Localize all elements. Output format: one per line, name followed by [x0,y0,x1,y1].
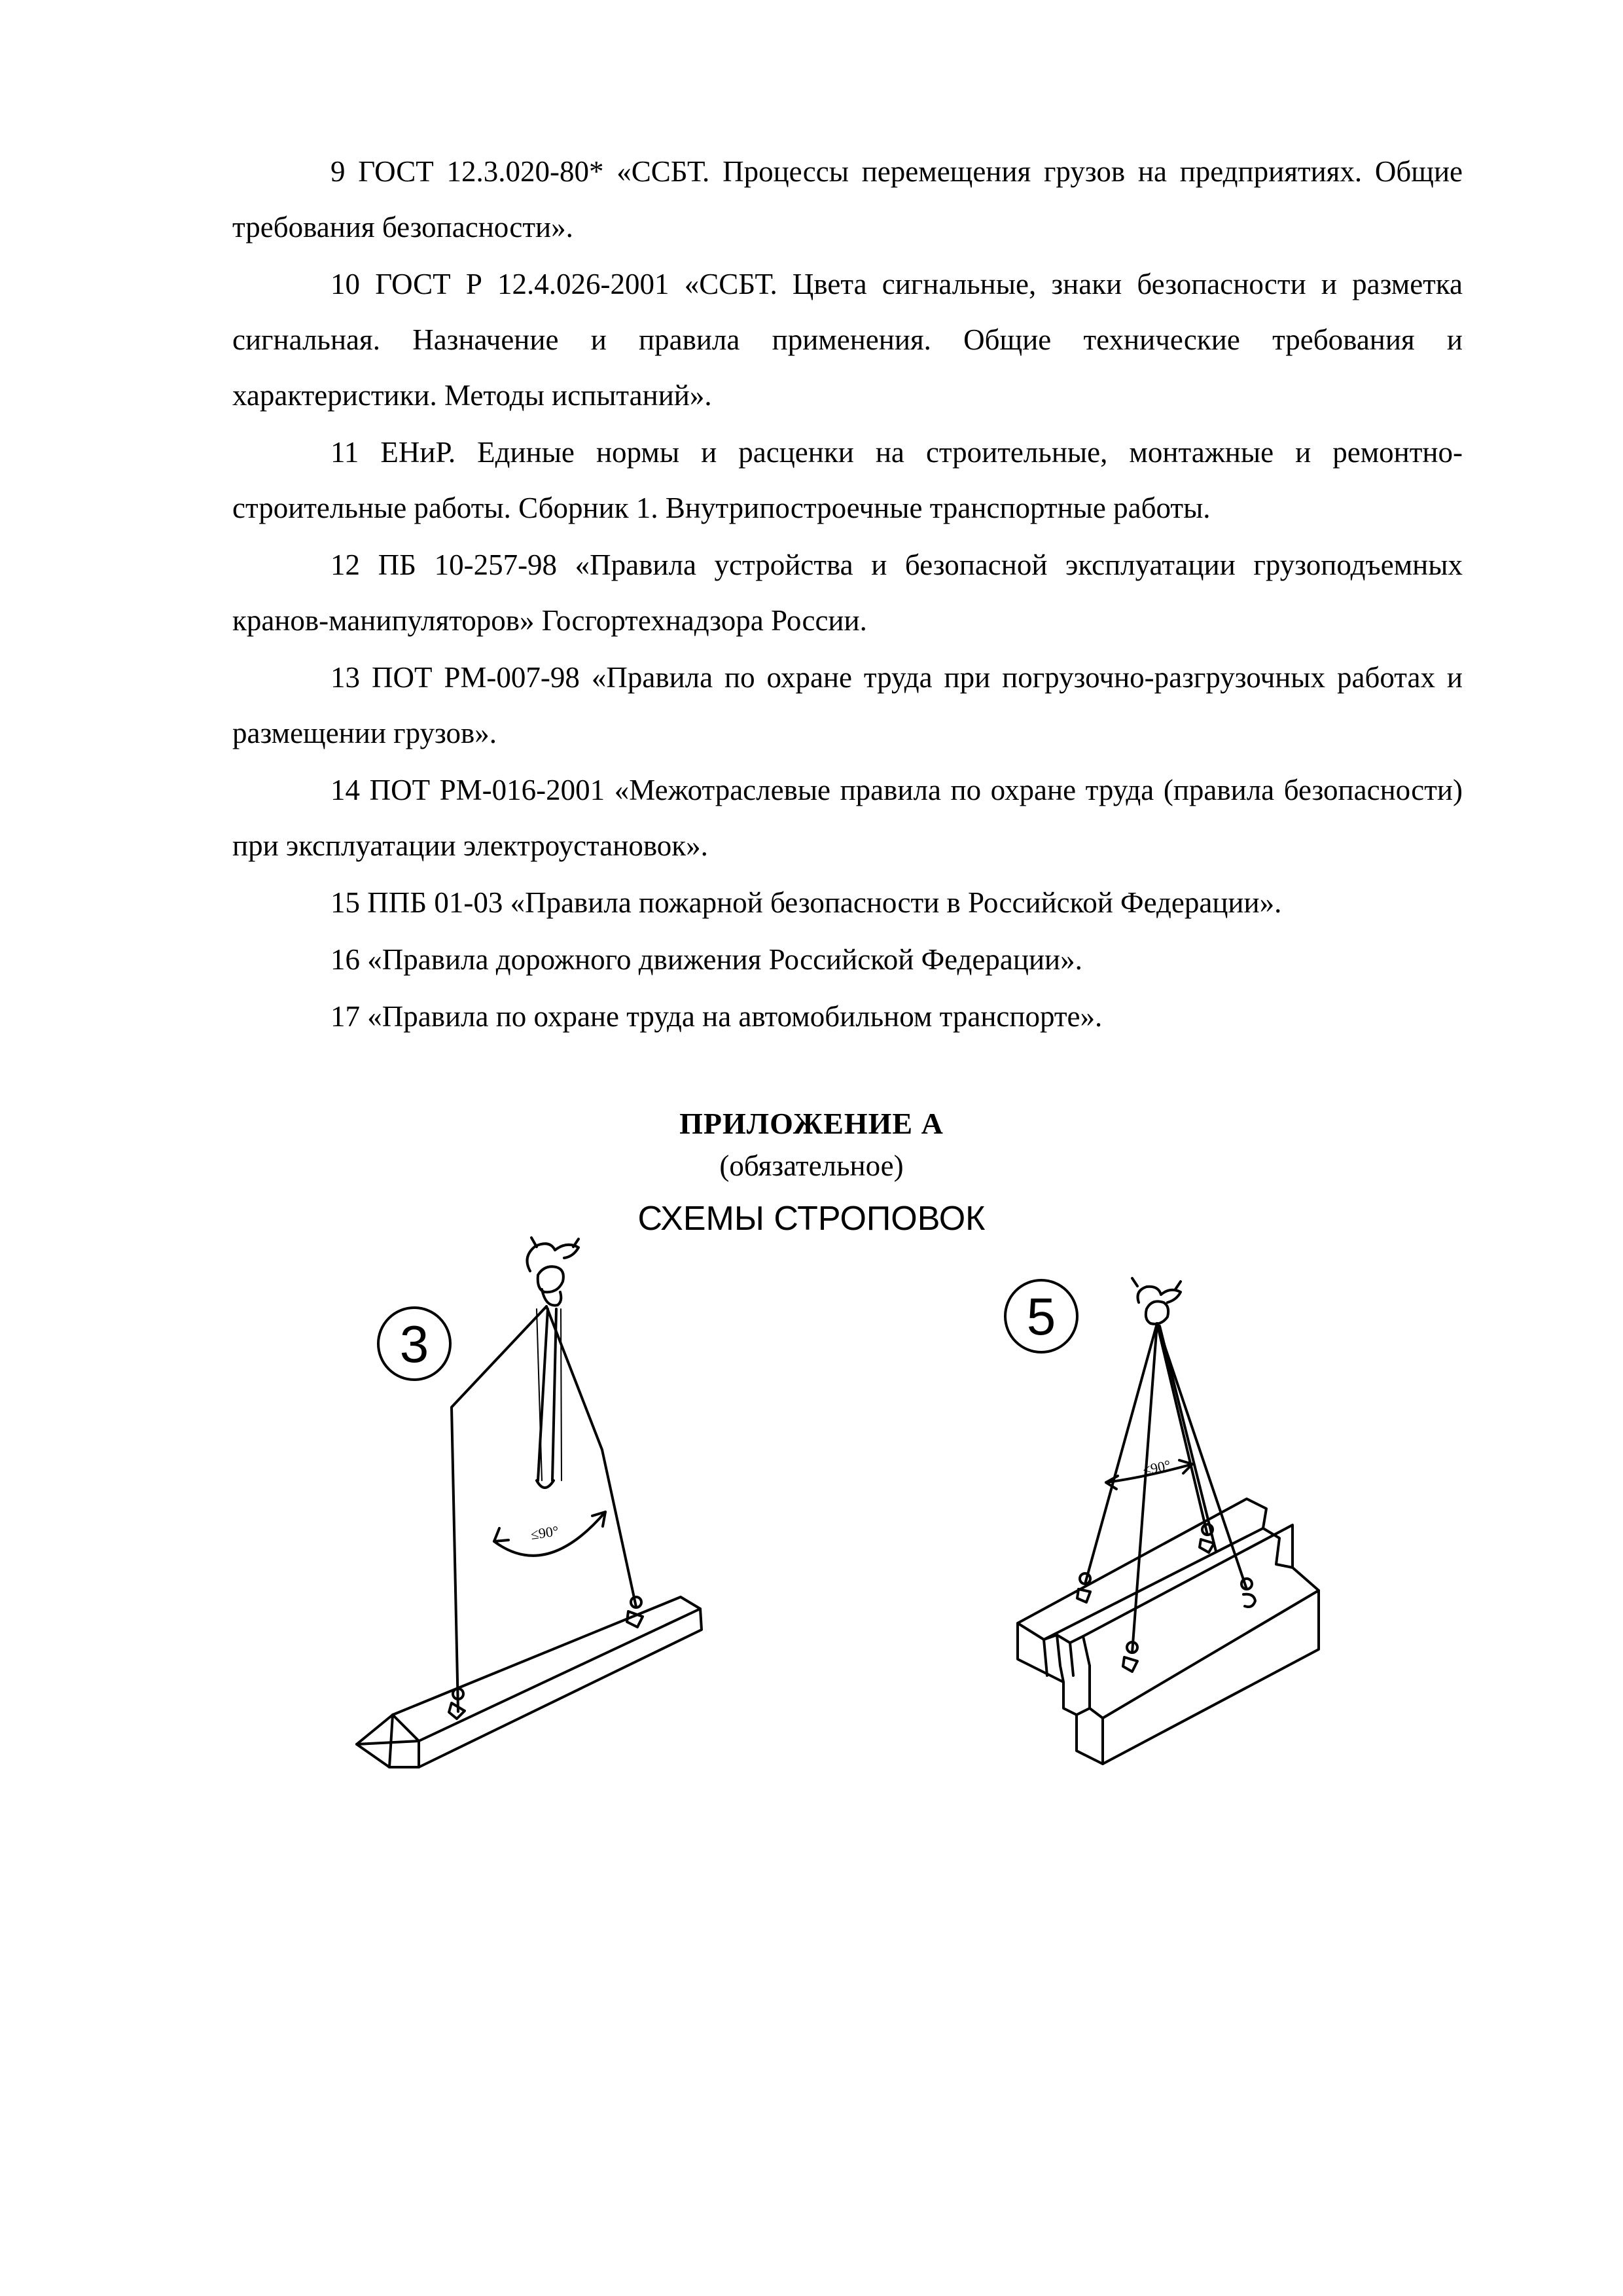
scheme-5-number: 5 [1026,1287,1056,1346]
appendix-subtitle: (обязательное) [719,1149,904,1182]
crane-hook-icon [1132,1278,1181,1324]
reference-item-13: 13 ПОТ РМ-007-98 «Правила по охране труда при погрузочно-разгрузочных работах и размещении грузов». [232,661,1463,749]
reference-item-10: 10 ГОСТ Р 12.4.026-2001 «ССБТ. Цвета сигнальные, знаки безопасности и разметка сигнальная. Назначение и правила применения. Общие технические требования и характеристики. Методы испытаний». [232,268,1463,412]
scheme-5-angle-label: ≤90° [1141,1456,1172,1479]
concrete-pile [357,1597,702,1767]
concrete-block [1018,1499,1319,1764]
reference-item-16: 16 «Правила дорожного движения Российской Федерации». [330,943,1082,976]
reference-item-17: 17 «Правила по охране труда на автомобильном транспорте». [330,1000,1103,1033]
reference-item-15: 15 ППБ 01-03 «Правила пожарной безопасности в Российской Федерации». [330,886,1282,919]
scheme-3 [357,1238,702,1767]
crane-hook-icon [527,1238,579,1306]
reference-item-11: 11 ЕНиР. Единые нормы и расценки на строительные, монтажные и ремонтно-строительные работы. Сборник 1. Внутрипостроечные транспортные работы. [232,436,1463,524]
reference-item-9: 9 ГОСТ 12.3.020-80* «ССБТ. Процессы перемещения грузов на предприятиях. Общие требования безопасности». [232,155,1463,243]
scheme-3-number: 3 [399,1315,429,1373]
scheme-5 [1005,1278,1319,1764]
scheme-3-angle-label: ≤90° [529,1522,560,1543]
appendix-title: ПРИЛОЖЕНИЕ А [679,1107,944,1140]
reference-item-14: 14 ПОТ РМ-016-2001 «Межотраслевые правила по охране труда (правила безопасности) при эксплуатации электроустановок». [232,774,1463,862]
appendix-heading: СХЕМЫ СТРОПОВОК [637,1200,986,1238]
reference-item-12: 12 ПБ 10-257-98 «Правила устройства и безопасной эксплуатации грузоподъемных кранов-манипуляторов» Госгортехнадзора России. [232,548,1463,637]
